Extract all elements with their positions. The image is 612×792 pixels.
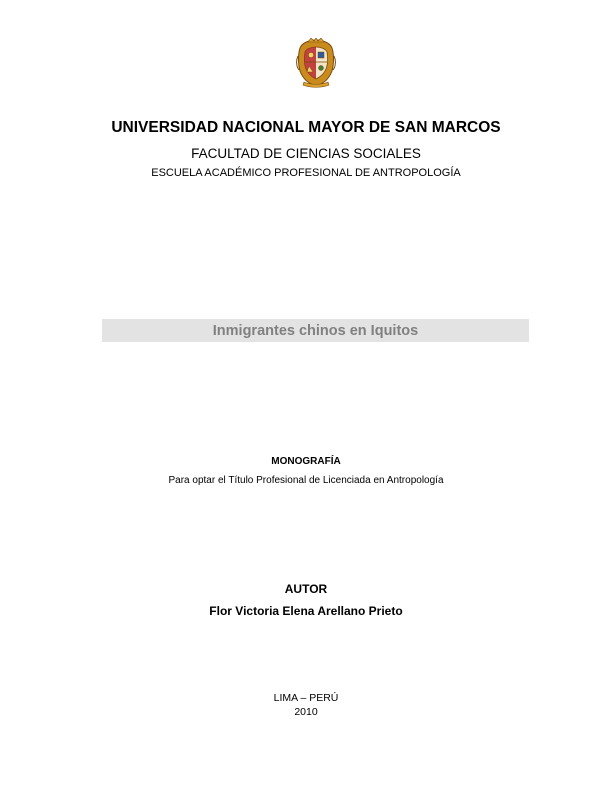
university-seal-icon [296,38,336,88]
author-label: AUTOR [284,582,328,596]
author-name: Flor Victoria Elena Arellano Prieto [209,604,403,618]
university-name: UNIVERSIDAD NACIONAL MAYOR DE SAN MARCOS [111,119,501,136]
faculty-name: FACULTAD DE CIENCIAS SOCIALES [191,146,421,161]
title-band [102,319,529,342]
work-type: MONOGRAFÍA [271,456,341,467]
school-name: ESCUELA ACADÉMICO PROFESIONAL DE ANTROPOLOGÍA [151,167,461,179]
work-purpose: Para optar el Título Profesional de Licenciada en Antropología [168,475,444,486]
document-title: Inmigrantes chinos en Iquitos [212,322,419,339]
place: LIMA – PERÚ [273,692,339,704]
year: 2010 [294,706,318,718]
